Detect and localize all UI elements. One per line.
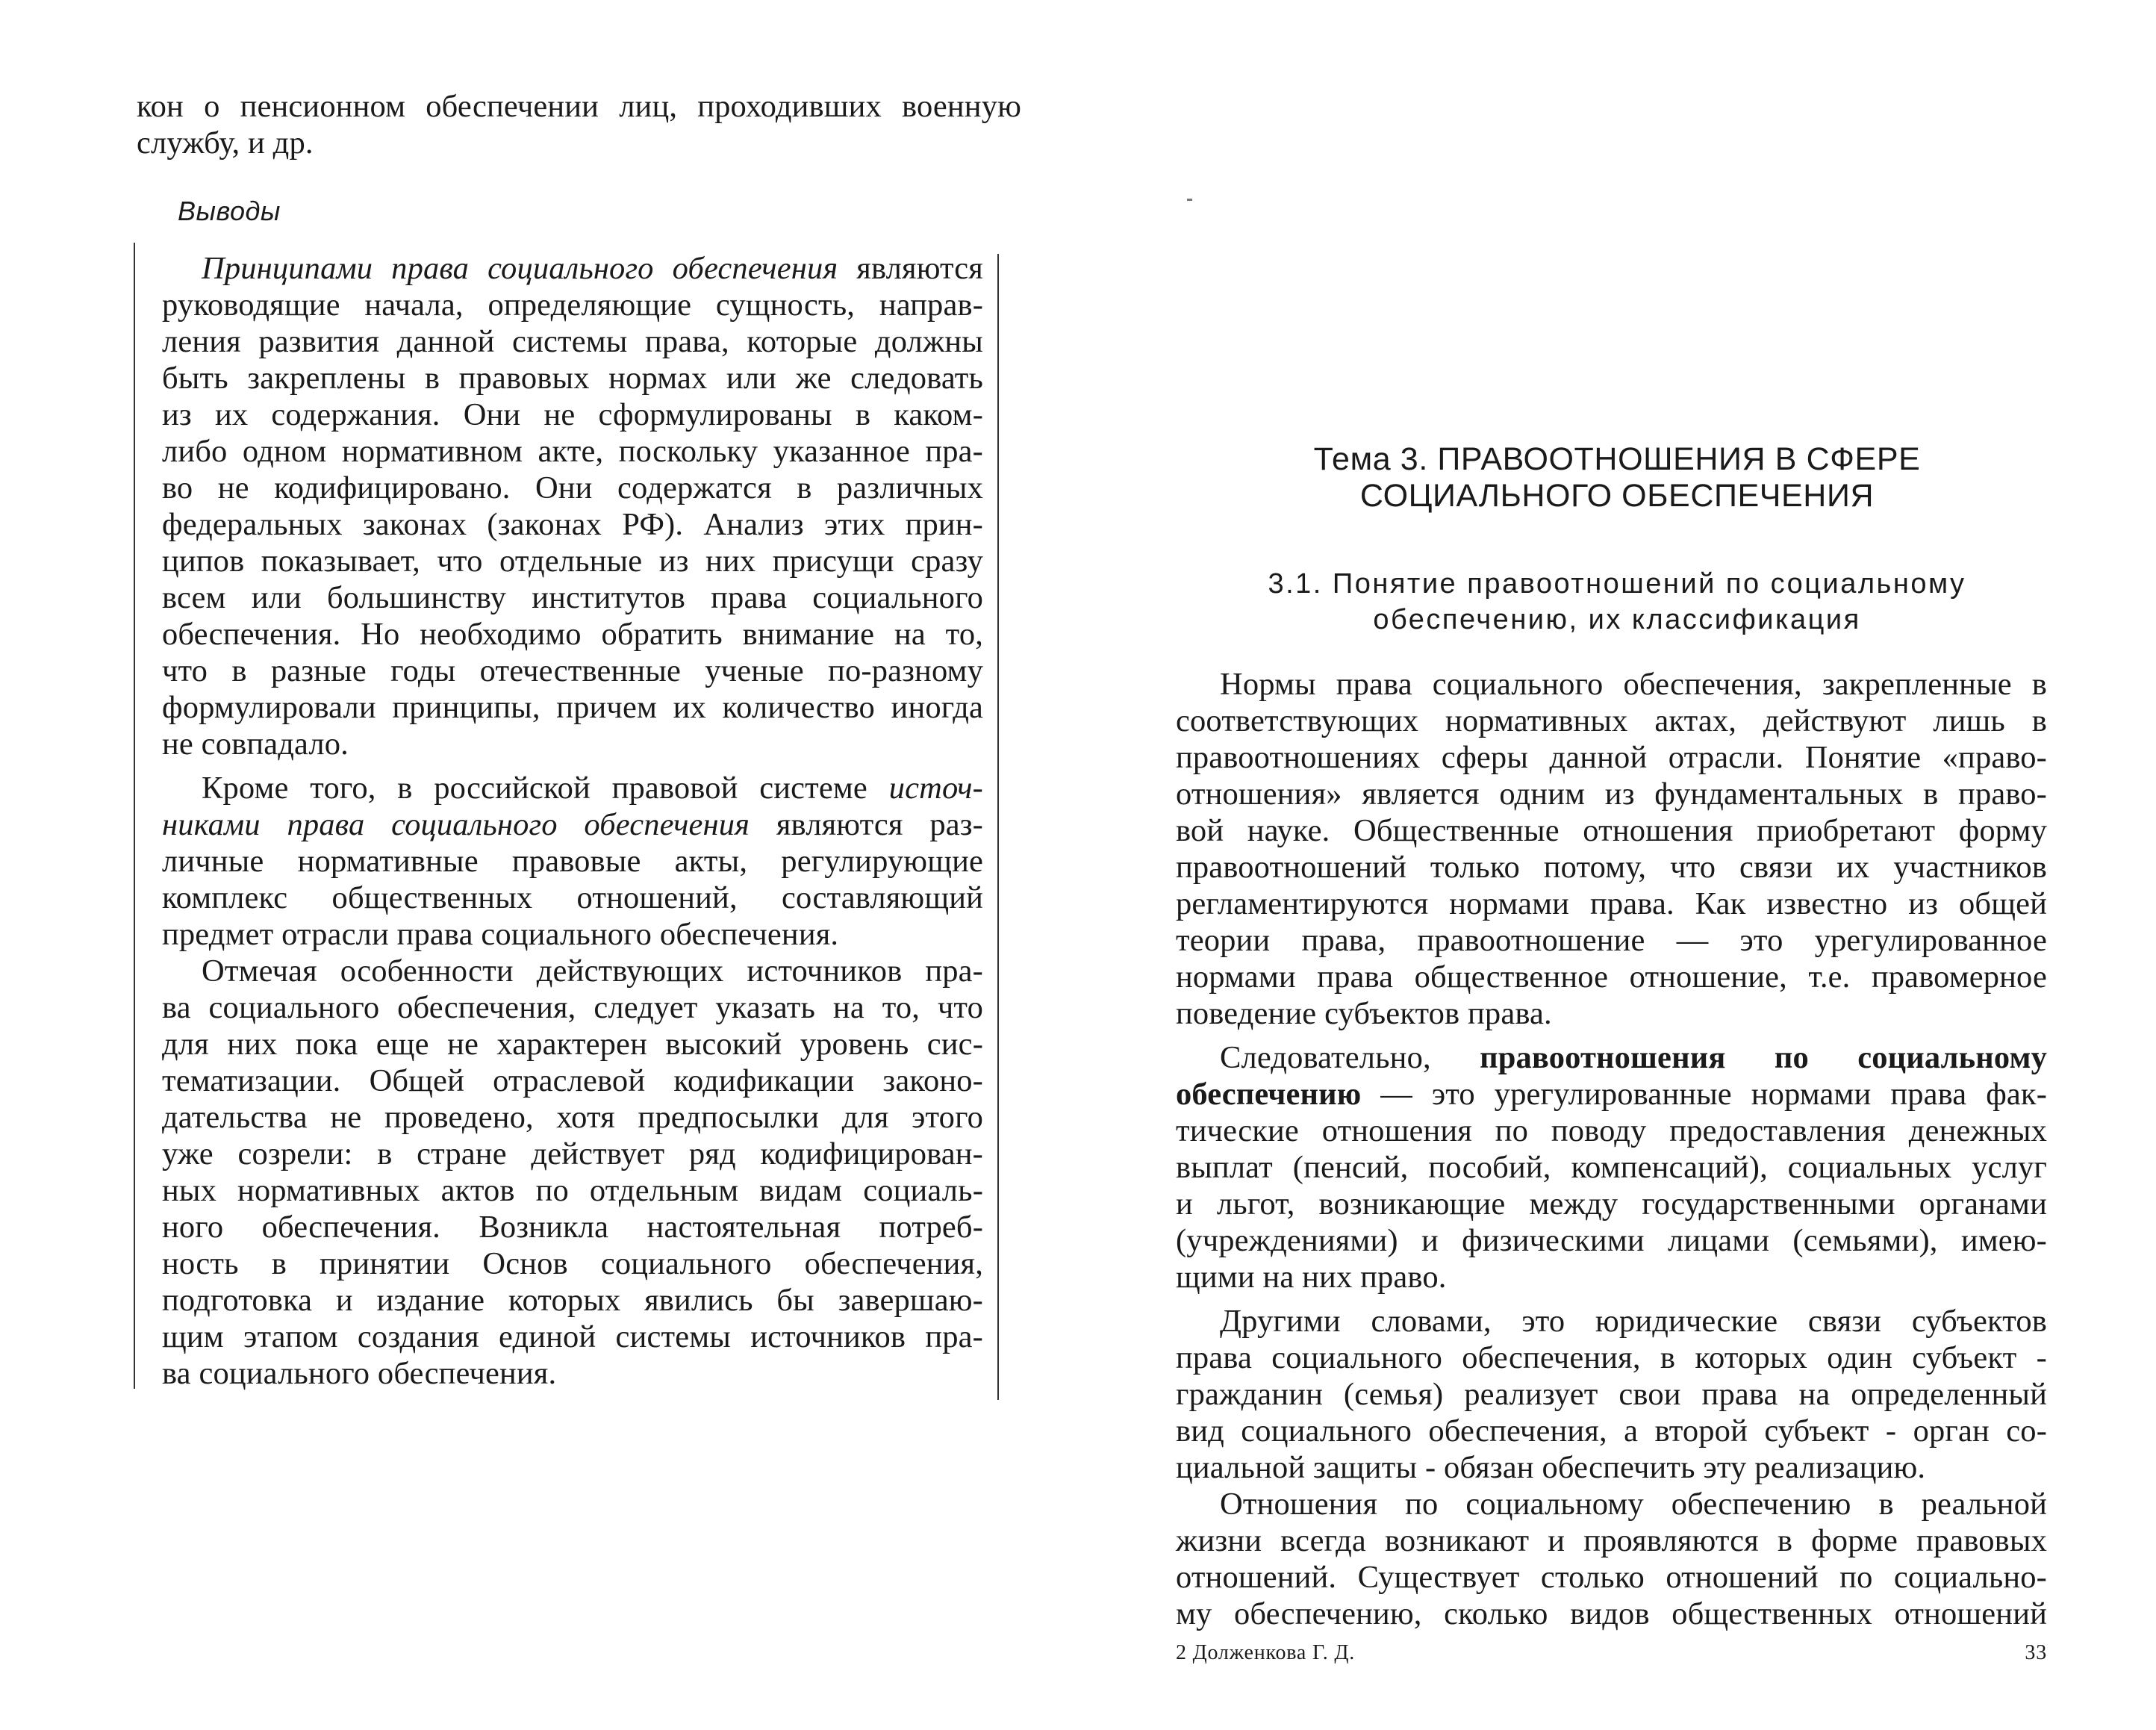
text-fragment: Следовательно,: [1220, 1040, 1480, 1075]
text-fragment: Кроме того, в российской правовой системе: [202, 771, 889, 806]
text-line: что в разные годы отечественные ученые по-разному: [162, 653, 983, 688]
topic-title: СОЦИАЛЬНОГО ОБЕСПЕЧЕНИЯ: [1359, 478, 1875, 514]
text-line: ципов показывает, что отдельные из них присущи сразу: [162, 544, 983, 579]
text-line: му обеспечению, сколько видов общественных отношений: [1176, 1596, 2047, 1631]
text-line: щим этапом создания единой системы источников пра-: [162, 1319, 983, 1354]
text-line: права социального обеспечения, в которых один субъект -: [1176, 1340, 2047, 1375]
section-title: обеспечению, их классификация: [1373, 604, 1861, 635]
text-line: регламентируются нормами права. Как известно из общей: [1176, 886, 2047, 921]
text-line: Нормы права социального обеспечения, закрепленные в: [1220, 667, 2047, 702]
sidebar-bracket-right: [997, 254, 999, 1400]
text-line: выплат (пенсий, пособий, компенсаций), социальных услуг: [1176, 1150, 2047, 1185]
text-line: для них пока еще не характерен высокий уровень сис-: [162, 1027, 983, 1062]
text-line: обеспечения. Но необходимо обратить внимание на то,: [162, 617, 983, 652]
text-line: руководящие начала, определяющие сущность, направ-: [162, 287, 983, 323]
text-line: [1176, 1076, 2047, 1113]
text-line: ления развития данной системы права, которые должны: [162, 324, 983, 359]
text-line: правоотношениях сферы данной отрасли. Понятие «право-: [1176, 740, 2047, 775]
text-line: дательства не проведено, хотя предпосылки для этого: [162, 1100, 983, 1135]
text-line: теории права, правоотношение — это урегулированное: [1176, 923, 2047, 958]
text-line: либо одном нормативном акте, поскольку указанное пра-: [162, 434, 983, 469]
page-number: 33: [2025, 1641, 2047, 1664]
text-line: предмет отрасли права социального обеспечения.: [162, 917, 839, 952]
text-line: гражданин (семья) реализует свои права на определенный: [1176, 1377, 2047, 1412]
text-line: и льгот, возникающие между государственными органами: [1176, 1186, 2047, 1222]
text-line: Другими словами, это юридические связи субъектов: [1220, 1304, 2047, 1339]
text-line: щими на них право.: [1176, 1260, 1447, 1295]
text-line: тематизации. Общей отраслевой кодификации законо-: [162, 1063, 983, 1098]
text-line: федеральных законах (законах РФ). Анализ этих прин-: [162, 507, 983, 542]
text-line: из их содержания. Они не сформулированы в каком-: [162, 397, 983, 432]
text-line: ных нормативных актов по отдельным видам социаль-: [162, 1173, 983, 1208]
text-line: отношений. Существует столько отношений по социально-: [1176, 1560, 2047, 1595]
bold-term: правоотношения по социальному: [1480, 1040, 2048, 1075]
text-line: ва социального обеспечения, следует указать на то, что: [162, 990, 983, 1025]
footer-signature: 2 Долженкова Г. Д.: [1176, 1641, 1356, 1664]
text-line: [162, 806, 983, 844]
text-line: вид социального обеспечения, а второй субъект - орган со-: [1176, 1413, 2047, 1449]
text-line: во не кодифицировано. Они содержатся в различных: [162, 470, 983, 505]
text-line: быть закреплены в правовых нормах или же следовать: [162, 361, 983, 396]
text-line: Отмечая особенности действующих источников пра-: [202, 953, 983, 989]
text-line: циальной защиты - обязан обеспечить эту реализацию.: [1176, 1450, 1926, 1485]
text-line: службу, и др.: [137, 125, 314, 161]
text-line: тические отношения по поводу предоставления денежных: [1176, 1113, 2047, 1148]
text-fragment: являются раз-: [750, 807, 983, 842]
text-line: [1220, 1039, 2047, 1077]
text-line: ва социального обеспечения.: [162, 1356, 557, 1391]
text-line: всем или большинству институтов права социального: [162, 580, 983, 615]
conclusions-heading: Выводы: [178, 196, 281, 226]
text-line: жизни всегда возникают и проявляются в форме правовых: [1176, 1523, 2047, 1558]
text-line: нормами права общественное отношение, т.е. правомерное: [1176, 959, 2047, 995]
text-line: формулировали принципы, причем их количество иногда: [162, 690, 983, 725]
italic-term: Принципами права социального обеспечения: [202, 251, 838, 286]
right-page: [1078, 0, 2156, 1730]
text-line: ность в принятии Основ социального обеспечения,: [162, 1246, 983, 1281]
text-line: кон о пенсионном обеспечении лиц, проходивших военную: [137, 89, 1021, 124]
scan-speck: [1187, 199, 1192, 201]
text-fragment: — это урегулированные нормами права фак-: [1361, 1077, 2047, 1112]
text-line: подготовка и издание которых явились бы завершаю-: [162, 1283, 983, 1318]
text-line: личные нормативные правовые акты, регулирующие: [162, 844, 983, 879]
bold-term: обеспечению: [1176, 1077, 1362, 1112]
text-line: [202, 250, 983, 287]
topic-title: Тема 3. ПРАВООТНОШЕНИЯ В СФЕРЕ: [1313, 441, 1921, 477]
italic-term: никами права социального обеспечения: [162, 807, 750, 842]
text-line: (учреждениями) и физическими лицами (семьями), имею-: [1176, 1223, 2047, 1258]
text-line: отношения» является одним из фундаментальных в право-: [1176, 777, 2047, 812]
text-line: поведение субъектов права.: [1176, 996, 1552, 1031]
text-line: правоотношений только потому, что связи их участников: [1176, 850, 2047, 885]
text-line: ного обеспечения. Возникла настоятельная потреб-: [162, 1210, 983, 1245]
italic-term: источ-: [888, 771, 983, 806]
text-line: уже созрели: в стране действует ряд кодифицирован-: [162, 1136, 983, 1172]
text-line: вой науке. Общественные отношения приобретают форму: [1176, 813, 2047, 848]
section-title: 3.1. Понятие правоотношений по социальному: [1268, 568, 1966, 600]
text-line: соответствующих нормативных актах, действуют лишь в: [1176, 703, 2047, 738]
sidebar-bracket-left: [134, 243, 135, 1389]
text-line: не совпадало.: [162, 726, 349, 762]
text-line: комплекс общественных отношений, составляющий: [162, 880, 983, 915]
text-line: Отношения по социальному обеспечению в реальной: [1220, 1487, 2047, 1522]
text-line: [202, 770, 983, 807]
text-fragment: являются: [838, 251, 983, 286]
